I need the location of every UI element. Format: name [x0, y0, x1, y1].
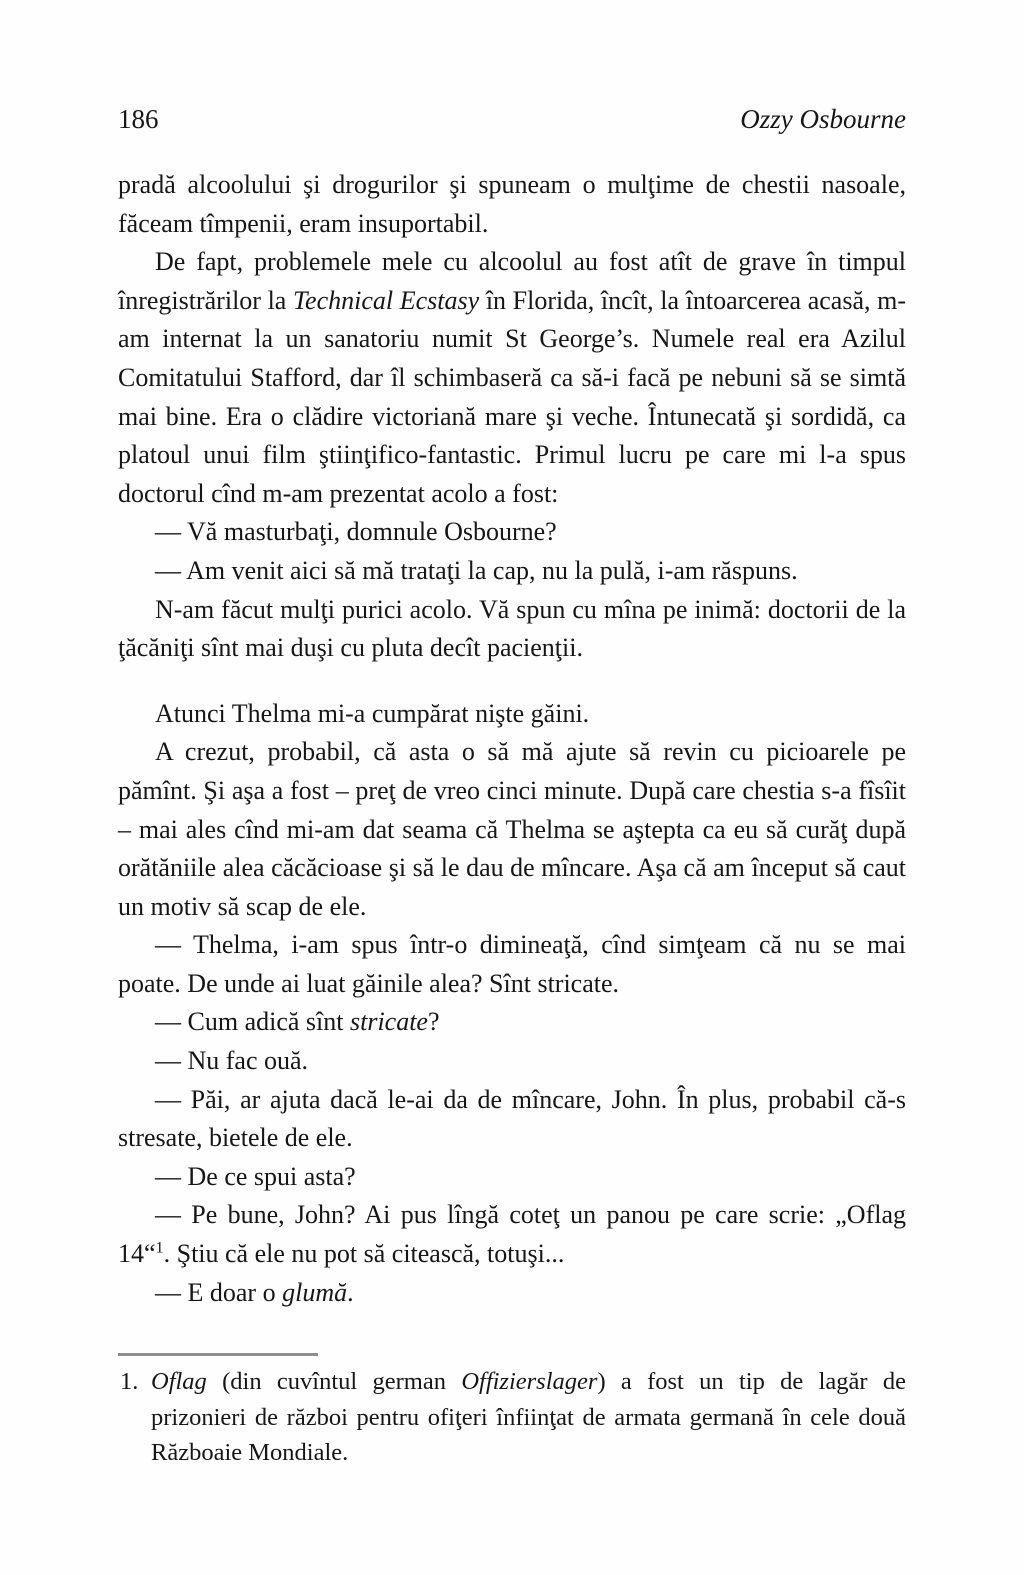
- text-segment: ?: [427, 1007, 440, 1037]
- text-segment: . Ştiu că ele nu pot să citească, totuşi...: [163, 1239, 565, 1269]
- text-segment: — E doar o: [155, 1277, 283, 1307]
- footnote-text: [151, 1364, 906, 1471]
- footnote-reference: 1: [155, 1239, 164, 1257]
- running-header: [118, 104, 906, 135]
- running-title: Ozzy Osbourne: [740, 104, 906, 134]
- text-segment: în Florida, încît, la întoarcerea acasă, m-am internat la un sanatoriu numit St George’s. Numele real era Azilul Comitatului Stafford, dar îl schimbaseră ca să-i facă pe nebuni să se simtă mai bine. Era o clădire victoriană mare şi veche. Întunecată şi sordidă, ca platoul unui film ştiinţifico-fantastic. Primul lucru pe care mi l-a spus doctorul cînd m-am prezentat acolo a fost:: [118, 285, 907, 508]
- paragraph: [118, 733, 906, 926]
- text-segment: — Vă masturbaţi, domnule Osbourne?: [155, 517, 557, 547]
- text-segment: pradă alcoolului şi drogurilor şi spuneam o mulţime de chestii nasoale, făceam tîmpenii, eram insuportabil.: [118, 170, 906, 238]
- footnote: [120, 1364, 906, 1471]
- text-segment: — De ce spui asta?: [155, 1161, 356, 1191]
- page-number: 186: [118, 104, 159, 134]
- paragraph: [118, 243, 906, 513]
- text-segment: — Cum adică sînt: [155, 1007, 350, 1037]
- paragraph: [118, 1042, 906, 1081]
- text-segment: N-am făcut mulţi purici acolo. Vă spun cu mîna pe inimă: doctorii de la ţăcăniţi sînt mai duşi cu pluta decît pacienţii.: [118, 594, 906, 663]
- text-segment: Atunci Thelma mi-a cumpărat nişte găini.: [155, 698, 590, 728]
- text-segment: — Pe bune, John? Ai pus lîngă coteţ un panou pe care scrie: „Oflag 14“: [118, 1200, 906, 1269]
- italic-text: glumă: [282, 1277, 348, 1307]
- text-segment: — Am venit aici să mă trataţi la cap, nu la pulă, i-am răspuns.: [155, 555, 798, 585]
- text-segment: (din cuvîntul german: [206, 1368, 462, 1395]
- paragraph: [118, 166, 906, 243]
- paragraph: [118, 1158, 906, 1197]
- paragraph: [118, 591, 906, 668]
- paragraph: [118, 552, 906, 591]
- paragraph: [118, 513, 906, 552]
- italic-text: stricate: [349, 1007, 428, 1037]
- paragraph: [118, 1196, 906, 1273]
- italic-text: Oflag: [151, 1368, 207, 1395]
- italic-text: Technical Ecstasy: [292, 285, 480, 315]
- text-segment: — Nu fac ouă.: [155, 1046, 309, 1076]
- footnote-marker: 1.: [120, 1368, 139, 1395]
- paragraph: [118, 1003, 906, 1042]
- paragraph: [118, 926, 906, 1003]
- paragraph: [118, 1081, 906, 1158]
- text-segment: ) a fost un tip de lagăr de prizonieri de război pentru ofiţeri înfiinţat de armata germană în cele două Războaie Mondiale.: [151, 1368, 907, 1466]
- paragraph: [118, 1274, 906, 1313]
- paragraph: [118, 695, 906, 734]
- italic-text: Offizierslager: [461, 1368, 598, 1395]
- text-segment: — Thelma, i-am spus într-o dimineaţă, cînd simţeam că nu se mai poate. De unde ai luat găinile alea? Sînt stricate.: [118, 930, 906, 998]
- text-segment: A crezut, probabil, că asta o să mă ajute să revin cu picioarele pe pămînt. Şi aşa a fost – preţ de vreo cinci minute. După care chestia s-a fîsîit – mai ales cînd mi-am dat seama că Thelma se aştepta ca eu să curăţ după orătăniile alea căcăcioase şi să le dau de mîncare. Aşa că am început să caut un motiv să scap de ele.: [118, 737, 906, 921]
- page-body: [118, 166, 906, 1312]
- footnote-separator: [118, 1353, 318, 1356]
- text-segment: .: [347, 1277, 354, 1307]
- text-segment: — Păi, ar ajuta dacă le-ai da de mîncare, John. În plus, probabil că-s stresate, bietele de ele.: [118, 1084, 906, 1153]
- text-segment: De fapt, problemele mele cu alcoolul au fost atît de grave în timpul înregistrărilor la: [118, 247, 906, 315]
